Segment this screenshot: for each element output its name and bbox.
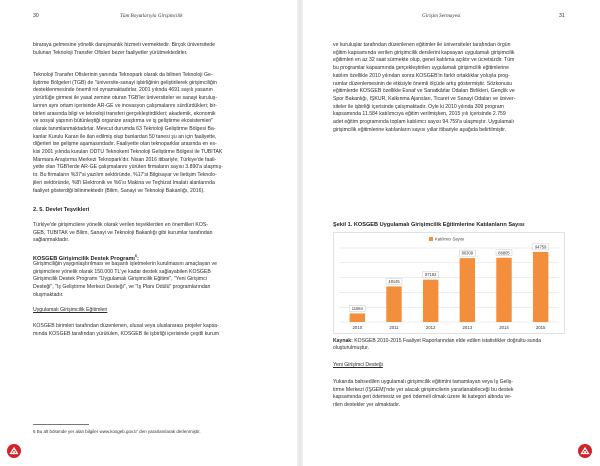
- chart-bar-2011: [386, 286, 401, 322]
- chart-bar-2013: [460, 258, 475, 322]
- text-line: kapsamında 11.584 katılımcıya eğitim verilmişken, 2015 yılı içerisinde 2.759: [333, 111, 506, 118]
- text-line: tirme Merkezi (İŞGEM)'nde yer alacak girişimcilerin yararlanabileceği bu destek: [333, 386, 514, 393]
- publisher-logo-glyph: [578, 444, 592, 458]
- text-line: tır. Bu firmaların %37'si yazılım sektöründe, %17'si Bilgisayar ve İletişim Teknolo-: [33, 172, 217, 179]
- legend-swatch: [429, 237, 433, 241]
- chart-bar-2010: [350, 313, 365, 322]
- right-paragraph-1: [333, 42, 567, 134]
- data-label-2014: 86805: [498, 250, 510, 256]
- data-label-2013: 86309: [461, 250, 474, 256]
- text-line: faaliyet gösterdiği bilinmektedir (Bilim, Sanayi ve Teknoloji Bakanlığı, 2016).: [33, 187, 205, 194]
- text-line: eğitimleri en az 32 saat sürmekte olup, genel katılıma açıktır ve ücretsizdir. Tüm: [333, 57, 515, 64]
- participants-bar-chart: [333, 232, 565, 334]
- text-line: diğerleri ise gelişme aşamasındadır. Faaliyette olan teknoparklar arasında en es-: [33, 141, 217, 148]
- text-line: Spor Bakanlığı, İŞKUR, Kalkınma Ajansları, Ticaret ve Sanayi Odaları ve üniver-: [333, 95, 516, 102]
- section-heading-devlet-tesvikleri: 2. 5. Devlet Teşvikleri: [33, 207, 90, 213]
- text-line: Türkiye'de girişimcilere yönelik olarak verilen teşviklerden en önemlileri KOS-: [33, 222, 208, 228]
- data-label-2015: 94759: [534, 244, 547, 250]
- left-paragraph-1: [33, 42, 267, 57]
- subheading-uygulamali-egitimler: Uygulamalı Girişimcilik Eğitimleri: [33, 307, 108, 313]
- text-line: eğitim kapsamında verilen girişimcilik derslerini kapsayan uygulamalı girişimcilik: [333, 49, 515, 56]
- figure-caption: [333, 338, 567, 353]
- text-line: bulunan Teknoloji Transfer Ofisleri bezer faaliyetler yürütmektedirler.: [33, 49, 188, 56]
- text-line: biraraya gelmesine yönelik danışmanlık hizmeti vermektedir. Birçok üniversitede: [33, 42, 216, 48]
- left-paragraph-2: [33, 72, 267, 195]
- figure-title: Şekil 1. KOSGEB Uygulamalı Girişimcilik Eğitimlerine Katılanların Sayısı: [333, 222, 525, 228]
- text-line: Desteği", "İş Geliştirme Merkezi Desteği", ve "İş Planı Ödülü" programlarından: [33, 284, 211, 291]
- x-tick-2011: 2011: [389, 325, 399, 330]
- text-line: larının aynı ortam içerisinde AR-GE ve inovasyon çalışmalarını sürdürdükleri; bir-: [33, 102, 217, 109]
- caption-label: Kaynak:: [333, 338, 353, 344]
- right-running-title: Girişim Sermayesi: [422, 13, 461, 19]
- left-running-title: Tüm Boyutlarıyla Girişimcilik: [120, 13, 183, 19]
- x-tick-2010: 2010: [352, 325, 363, 330]
- left-paragraph-5: [33, 323, 267, 338]
- text-line: olarak tanımlanmaktadırlar. Mevcut durumda 63 Teknoloji Geliştirme Bölgesi Ba-: [33, 125, 216, 132]
- chart-bar-2012: [423, 280, 438, 322]
- data-label-2010: 11584: [351, 305, 363, 311]
- text-line: sağlanmaktadır.: [33, 237, 70, 244]
- footnote: 6 Bu alt bölümde yer alan bilgiler www.kosgeb.gov.tr' den yararlanılarak derlenmiştir.: [33, 429, 201, 434]
- footnote-marker: 6: [134, 254, 137, 258]
- text-line: GEB, TÜBİTAK ve Bilim, Sanayi ve Teknoloji Bakanlığı gibi kurumlar tarafından: [33, 229, 213, 236]
- left-page-number: 30: [33, 13, 39, 19]
- text-line: Yukarıda bahsedilen uygulamalı girişimcilik eğitimini tamamlayan veya İş Geliş-: [333, 379, 513, 385]
- x-tick-2014: 2014: [499, 325, 509, 330]
- legend-label: Katılımcı Sayısı: [435, 236, 465, 242]
- text-line: ve sosyal yapının bütünleştiği organize araştırma ve iş geliştirme ekosistemleri": [33, 118, 214, 125]
- text-line: oluşmaktadır.: [33, 291, 64, 298]
- text-line: rilen destekler yer almaktadır.: [333, 402, 401, 409]
- data-label-2011: 48145: [388, 278, 400, 284]
- right-paragraph-2: [333, 379, 567, 410]
- x-tick-2015: 2015: [535, 325, 546, 330]
- text-line: ramlar düzenlemesinin de etkisiyle önemli ölçüde artış göstermiştir. Sözkonusu: [333, 80, 513, 87]
- text-line: liştirme Bölgeleri (TGB) de "üniversite-sanayi işbirliğinin geliştirilerek girişimciliğin: [33, 79, 217, 86]
- text-line: adet eğitim programında toplam katılımcı sayısı 94.759'a ulaşmıştır. Uygulamalı: [333, 119, 514, 126]
- text-line: mında KOSGEB tarafından yürütülen, KOSGEB ile işbirliği içerisinde çeşitli kurum: [33, 330, 219, 337]
- text-line: jileri sektöründe, %8'i Elektronik ve %6'sı Makina ve Teçhizat İmalatı alanlarında: [33, 179, 215, 186]
- text-line: siteler ile işbirliği içerisinde çalışmaktadır. Öyle ki 2010 yılında 309 program: [333, 103, 504, 110]
- text-line: birleri arasında bilgi ve teknoloji transferi gerçekleştirdikleri; akademik, ekonomik: [33, 110, 216, 117]
- subheading-yeni-girisimci: Yeni Girişimci Desteği: [333, 362, 383, 368]
- text-line: yette olan TGB'lerde AR-GE çalışmalarını yürüten firmaların sayısı 3.890'a ulaşmış-: [33, 164, 223, 171]
- footnote-divider: [33, 424, 89, 425]
- text-line: girişimcilere yönelik olarak 150.000 TL'ye kadar destek sağlayabilen KOSGEB: [33, 268, 211, 275]
- subheading-text: KOSGEB Girişimcilik Destek Programı: [33, 255, 135, 262]
- text-line: kisi 2001 yılında kurulan ODTÜ Teknokent Teknoloji Geliştirme Bölgesi ile TÜBİTAK: [33, 149, 223, 156]
- text-line: eğitimlerde KOSGEB özellikle Esnaf ve Sanatkârlar Odaları Birlikleri, Gençlik ve: [333, 88, 515, 95]
- chart-bar-2014: [496, 258, 511, 322]
- right-page-number: 31: [559, 13, 565, 19]
- text-line: yürürlüğe girmesi ile yasal zemine oturan TGB'ler üniversiteler ve sanayi kuruluş-: [33, 95, 218, 102]
- publisher-logo-icon: [7, 444, 21, 458]
- text-line: kanlar Kurulu Kararı ile ilan edilmiş olup bunlardan 50 tanesi şu an için faaliyette,: [33, 133, 217, 140]
- left-paragraph-4: [33, 261, 267, 300]
- x-tick-2012: 2012: [425, 325, 436, 330]
- data-label-2012: 57192: [424, 272, 437, 278]
- text-line: Marmara Araştırma Merkezi Teknopark'dır. Nisan 2016 itibariyle; Türkiye'de faali-: [33, 156, 217, 163]
- text-line: bu programlar kapsamında gerçekleştirilen uygulamalı girişimcilik eğitimlerine: [333, 65, 509, 72]
- text-line: katılım özellikle 2010 yılından sonra KOSGEB'in farklı ortaklıklar yoluyla prog-: [333, 72, 510, 79]
- publisher-logo-icon: [578, 444, 592, 458]
- subheading-colon: :: [136, 255, 139, 262]
- chart-frame: [334, 233, 565, 334]
- text-line: Girişimcilik Destek Programı "Uygulamalı Girişimcilik Eğitimi", "Yeni Girişimci: [33, 276, 207, 283]
- text-line: kapsamında geri ödemesiz ve geri ödemeli olmak üzere iki kategori altında ve-: [333, 394, 512, 401]
- chart-svg: [333, 232, 565, 334]
- text-line: desteklenmesinde önemli rol oynamaktadırlar. 2001 yılında 4691 sayılı yasanın: [33, 87, 213, 94]
- caption-text: KOSGEB 2010-2015 Faaliyet Raporlarından elde edilen istatistikler doğrultu-sunda oluşturulmuştur.: [333, 338, 542, 352]
- text-line: Girişimciliğin yaygınlaştırılması ve başarılı işletmelerin kurulmasını amaçlayan ve: [33, 261, 217, 267]
- text-line: Teknoloji Transfer Ofislerinin yanında Teknopark olarak da bilinen Teknoloji Ge-: [33, 72, 213, 78]
- text-line: girişimcilik eğitimlerine katılanların sayısı yıllar itibariyle aşağıda belirtilmiştir.: [333, 126, 507, 133]
- x-tick-2013: 2013: [462, 325, 473, 330]
- left-paragraph-3: [33, 222, 267, 245]
- text-line: ve kuruluşlar tarafından düzenlenen eğitimler ile üniversiteler tarafından örgün: [333, 42, 511, 48]
- text-line: KOSGEB birimleri tarafından düzenlenen, ulusal veya uluslararası projeler kapsa-: [33, 323, 219, 329]
- publisher-logo-glyph: [7, 444, 21, 458]
- chart-bar-2015: [533, 252, 548, 322]
